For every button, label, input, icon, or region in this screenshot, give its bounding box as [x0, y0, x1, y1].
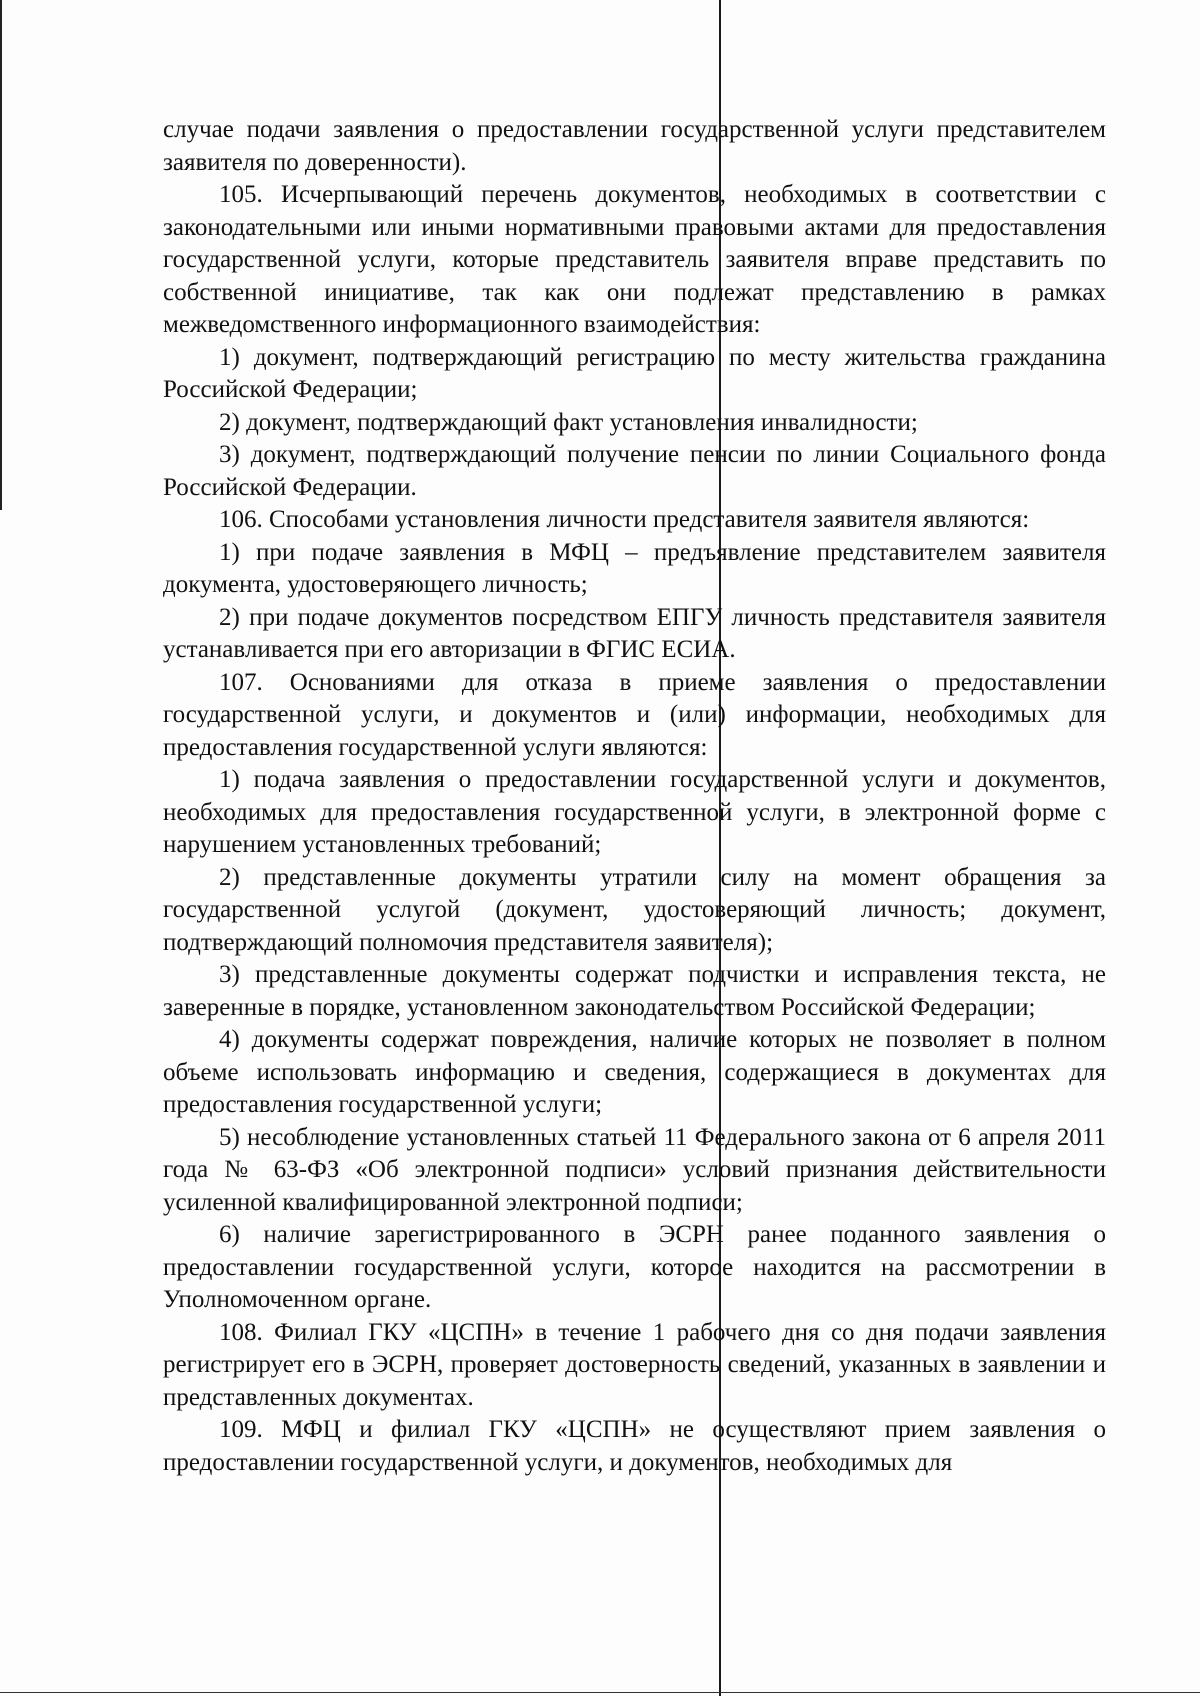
- paragraph-109: 109. МФЦ и филиал ГКУ «ЦСПН» не осуществляют прием заявления о предоставлении государственной услуги, и документов, необходимых для: [163, 1416, 1106, 1476]
- paragraph-108: 108. Филиал ГКУ «ЦСПН» в течение 1 рабочего дня со дня подачи заявления регистрирует его в ЭСРН, проверяет достоверность сведений, указанных в заявлении и представленных документах.: [163, 1318, 1106, 1411]
- scan-edge-left: [0, 0, 2, 510]
- list-item-107-6: 6) наличие зарегистрированного в ЭСРН ранее поданного заявления о предоставлении государственной услуги, которое находится на рассмотрении в Уполномоченном органе.: [163, 1221, 1106, 1313]
- list-item-107-4: 4) документы содержат повреждения, наличие которых не позволяет в полном объеме использовать информацию и сведения, содержащиеся в документах для предоставления государственной услуги;: [163, 1026, 1106, 1118]
- document-body: [163, 114, 1106, 1479]
- list-item-105-3: 3) документ, подтверждающий получение пенсии по линии Социального фонда Российской Федерации.: [163, 441, 1106, 501]
- list-item-106-1: 1) при подаче заявления в МФЦ – предъявление представителем заявителя документа, удостоверяющего личность;: [163, 538, 1106, 598]
- scan-edge-bottom: [0, 1692, 1200, 1693]
- list-item-105-2: 2) документ, подтверждающий факт установления инвалидности;: [219, 408, 918, 436]
- paragraph-107: 107. Основаниями для отказа в приеме заявления о предоставлении государственной услуги, и документов и (или) информации, необходимых для предоставления государственной услуги являются:: [163, 668, 1106, 761]
- list-item-107-2: 2) представленные документы утратили силу на момент обращения за государственной услугой (документ, удостоверяющий личность; документ, подтверждающий полномочия представителя заявителя);: [163, 863, 1106, 956]
- list-item-106-2: 2) при подаче документов посредством ЕПГУ личность представителя заявителя устанавливается при его авторизации в ФГИС ЕСИА.: [163, 603, 1106, 663]
- paragraph-continuation: случае подачи заявления о предоставлении государственной услуги представителем заявителя по доверенности).: [163, 116, 1106, 176]
- list-item-107-5: 5) несоблюдение установленных статьей 11 Федерального закона от 6 апреля 2011 года № 63-ФЗ «Об электронной подписи» условий признания действительности усиленной квалифицированной электронной подписи;: [163, 1123, 1106, 1216]
- list-item-107-1: 1) подача заявления о предоставлении государственной услуги и документов, необходимых для предоставления государственной услуги, в электронной форме с нарушением установленных требований;: [163, 766, 1106, 858]
- list-item-107-3: 3) представленные документы содержат подчистки и исправления текста, не заверенные в порядке, установленном законодательством Российской Федерации;: [163, 961, 1106, 1021]
- paragraph-106: 106. Способами установления личности представителя заявителя являются:: [219, 506, 1030, 533]
- list-item-105-1: 1) документ, подтверждающий регистрацию по месту жительства гражданина Российской Федерации;: [163, 343, 1106, 403]
- paragraph-105: 105. Исчерпывающий перечень документов, необходимых в соответствии с законодательными или иными нормативными правовыми актами для предоставления государственной услуги, которые представитель заявителя вправе представить по собственной инициативе, так как они подлежат представлению в рамках межведомственного информационного взаимодействия:: [163, 181, 1106, 338]
